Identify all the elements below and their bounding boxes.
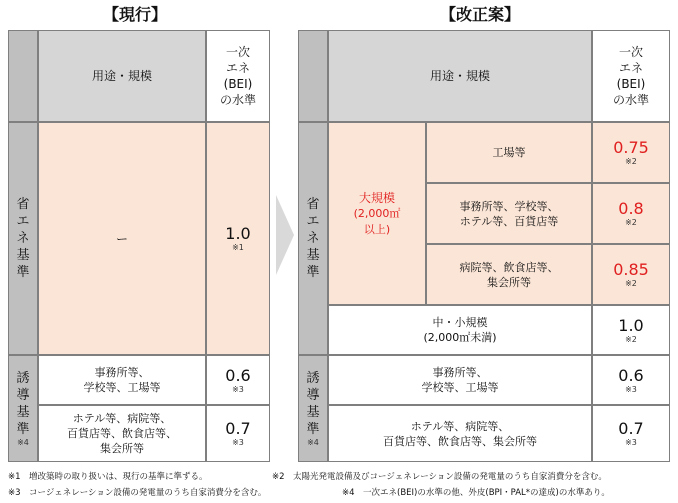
large-value-row3: 0.85 ※2 bbox=[592, 244, 670, 305]
header-usage: 用途・規模 bbox=[38, 30, 206, 122]
proposal-title: 【改正案】 bbox=[439, 5, 520, 24]
induce-value-row2: 0.7 ※3 bbox=[206, 405, 270, 462]
large-scale-label: 大規模 (2,000㎡ 以上) bbox=[328, 122, 426, 305]
small-scale-usage: 中・小規模 (2,000㎡未満) bbox=[328, 305, 592, 355]
side-label-energy: 省 エ ネ 基 準 bbox=[298, 122, 328, 355]
header-level: 一次 エネ (BEI) の水準 bbox=[206, 30, 270, 122]
header-usage: 用途・規模 bbox=[328, 30, 592, 122]
side-label-energy: 省 エ ネ 基 準 bbox=[8, 122, 38, 355]
footnote-2: ※2 太陽光発電設備及びコージェネレーション設備の発電量のうち自家消費分を含む。 bbox=[272, 472, 607, 482]
header-corner bbox=[8, 30, 38, 122]
header-corner bbox=[298, 30, 328, 122]
induce-usage-row2: ホテル等、病院等、 百貨店等、飲食店等、 集会所等 bbox=[38, 405, 206, 462]
footnote-4: ※4 一次エネ(BEI)の水準の他、外皮(BPI・PAL*の達成)の水準あり。 bbox=[342, 488, 610, 498]
energy-usage-cell: ー bbox=[38, 122, 206, 355]
large-usage-row3: 病院等、飲食店等、 集会所等 bbox=[426, 244, 592, 305]
proposal-table bbox=[298, 30, 670, 462]
small-scale-value: 1.0 ※2 bbox=[592, 305, 670, 355]
induce-usage-row2: ホテル等、病院等、 百貨店等、飲食店等、集会所等 bbox=[328, 405, 592, 462]
footnote-3: ※3 コージェネレーション設備の発電量のうち自家消費分を含む。 bbox=[8, 488, 267, 498]
header-level: 一次 エネ (BEI) の水準 bbox=[592, 30, 670, 122]
large-usage-row1: 工場等 bbox=[426, 122, 592, 183]
footnote-1: ※1 増改築時の取り扱いは、現行の基準に準ずる。 bbox=[8, 472, 208, 482]
induce-usage-row1: 事務所等、 学校等、工場等 bbox=[38, 355, 206, 405]
large-usage-row2: 事務所等、学校等、 ホテル等、百貨店等 bbox=[426, 183, 592, 244]
energy-value-cell: 1.0 ※1 bbox=[206, 122, 270, 355]
side-label-induce: 誘 導 基 準 ※4 bbox=[8, 355, 38, 462]
large-value-row1: 0.75 ※2 bbox=[592, 122, 670, 183]
arrow-right-icon bbox=[274, 195, 296, 275]
induce-usage-row1: 事務所等、 学校等、工場等 bbox=[328, 355, 592, 405]
current-title: 【現行】 bbox=[102, 5, 167, 24]
induce-value-row2: 0.7 ※3 bbox=[592, 405, 670, 462]
induce-value-row1: 0.6 ※3 bbox=[206, 355, 270, 405]
large-value-row2: 0.8 ※2 bbox=[592, 183, 670, 244]
induce-value-row1: 0.6 ※3 bbox=[592, 355, 670, 405]
side-label-induce: 誘 導 基 準 ※4 bbox=[298, 355, 328, 462]
current-table bbox=[8, 30, 270, 462]
